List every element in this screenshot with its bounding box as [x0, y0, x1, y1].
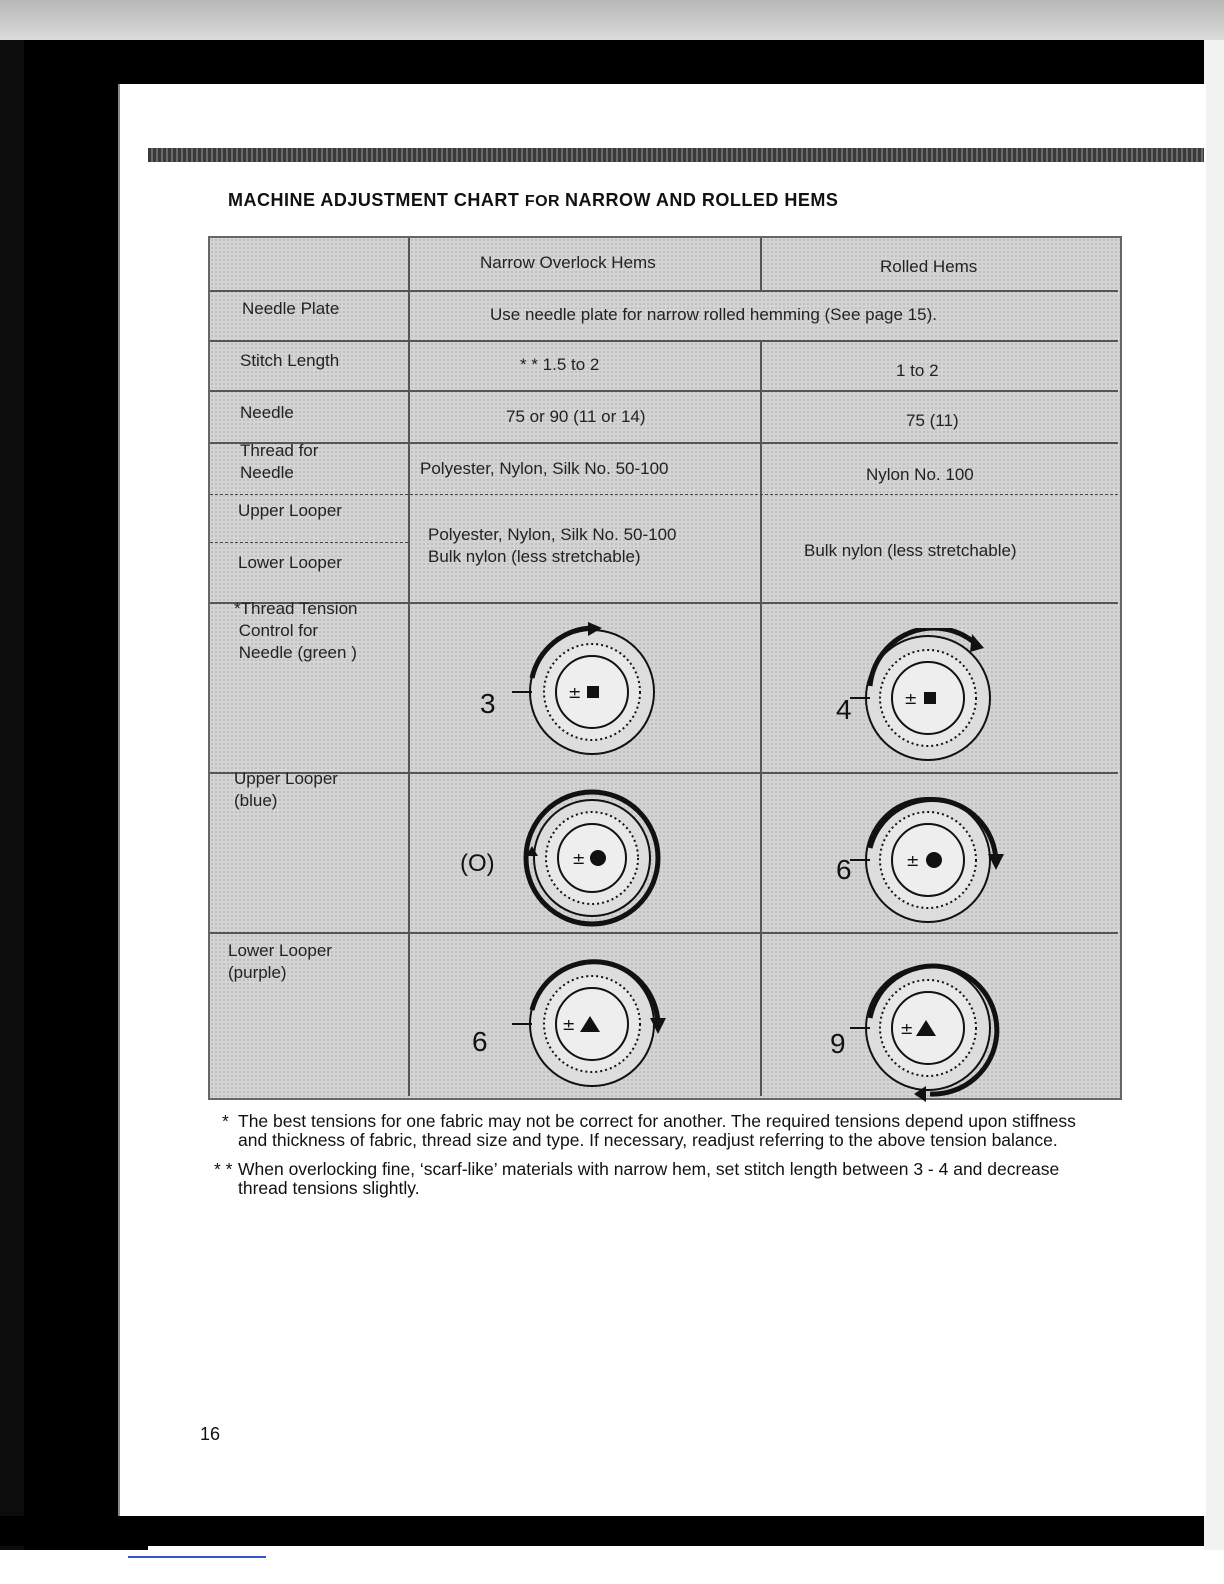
row-label-tension-upper: Upper Looper (blue) — [234, 769, 338, 810]
loopers-rolled: Bulk nylon (less stretchable) — [804, 541, 1017, 560]
header-rule — [148, 148, 1204, 162]
page-number: 16 — [200, 1424, 221, 1444]
upper-tension-dial-narrow — [492, 786, 672, 936]
scan-blue-mark — [128, 1556, 266, 1558]
page-title: MACHINE ADJUSTMENT CHART FOR NARROW AND ROLLED HEMS — [228, 190, 839, 210]
row-label-upper-looper: Upper Looper — [238, 501, 342, 520]
circle-knob-icon — [926, 852, 942, 868]
needle-tension-dial-narrow — [492, 622, 672, 762]
row-label-needle-plate: Needle Plate — [242, 299, 340, 318]
upper-setting-rolled: 6 — [836, 854, 852, 885]
upper-tension-dial-rolled — [850, 790, 1030, 930]
col-header-rolled: Rolled Hems — [880, 257, 978, 276]
svg-text:±: ± — [900, 1019, 914, 1038]
upper-setting-narrow: (O) — [460, 850, 495, 877]
loopers-narrow: Polyester, Nylon, Silk No. 50-100 Bulk nylon (less stretchable) — [428, 525, 677, 566]
row-label-stitch-length: Stitch Length — [240, 351, 340, 370]
needle-tension-dial-rolled — [850, 628, 1030, 768]
col-header-narrow: Narrow Overlock Hems — [480, 253, 656, 272]
row-label-lower-looper: Lower Looper — [238, 553, 342, 572]
square-knob-icon — [924, 692, 936, 704]
svg-text:±: ± — [906, 851, 920, 870]
row-label-needle: Needle — [240, 403, 294, 422]
square-knob-icon — [587, 686, 599, 698]
lower-setting-narrow: 6 — [472, 1026, 488, 1057]
lower-tension-dial-rolled — [850, 958, 1030, 1108]
thread-needle-narrow: Polyester, Nylon, Silk No. 50-100 — [420, 459, 669, 478]
scan-right-edge — [1204, 40, 1224, 1550]
lower-tension-dial-narrow — [492, 954, 672, 1094]
stitch-length-rolled: 1 to 2 — [896, 361, 939, 380]
footnote-stitch: * * When overlocking fine, ‘scarf-like’ materials with narrow hem, set stitch length between 3 - 4 and decrease thread tensions slightly. — [214, 1159, 1060, 1198]
needle-rolled: 75 (11) — [906, 411, 959, 430]
row-label-thread-needle: Thread for Needle — [240, 441, 319, 482]
row-label-tension-needle: *Thread Tension Control for Needle (green ) — [234, 599, 358, 662]
row-label-tension-lower: Lower Looper (purple) — [228, 941, 332, 982]
adjustment-chart-table — [208, 236, 1122, 1100]
footnotes — [214, 1111, 1102, 1208]
footnote-tension: * The best tensions for one fabric may not be correct for another. The required tensions depend upon stiffness and thickness of fabric, thread size and type. If necessary, readjust referring to the above tension balance. — [222, 1111, 1076, 1150]
needle-setting-narrow: 3 — [480, 688, 496, 719]
svg-text:±: ± — [904, 689, 918, 708]
svg-text:±: ± — [562, 1015, 576, 1034]
svg-text:±: ± — [568, 683, 582, 702]
thread-needle-rolled: Nylon No. 100 — [866, 465, 974, 484]
lower-setting-rolled: 9 — [830, 1028, 846, 1059]
scan-top-shadow — [24, 40, 1204, 90]
needle-setting-rolled: 4 — [836, 694, 852, 725]
needle-plate-value: Use needle plate for narrow rolled hemming (See page 15). — [490, 305, 937, 324]
circle-knob-icon — [590, 850, 606, 866]
scan-bottom-edge — [0, 1516, 1204, 1546]
stitch-length-narrow: * * 1.5 to 2 — [520, 355, 600, 374]
needle-narrow: 75 or 90 (11 or 14) — [506, 407, 646, 426]
scan-left-edge — [0, 40, 24, 1550]
svg-text:±: ± — [572, 849, 586, 868]
